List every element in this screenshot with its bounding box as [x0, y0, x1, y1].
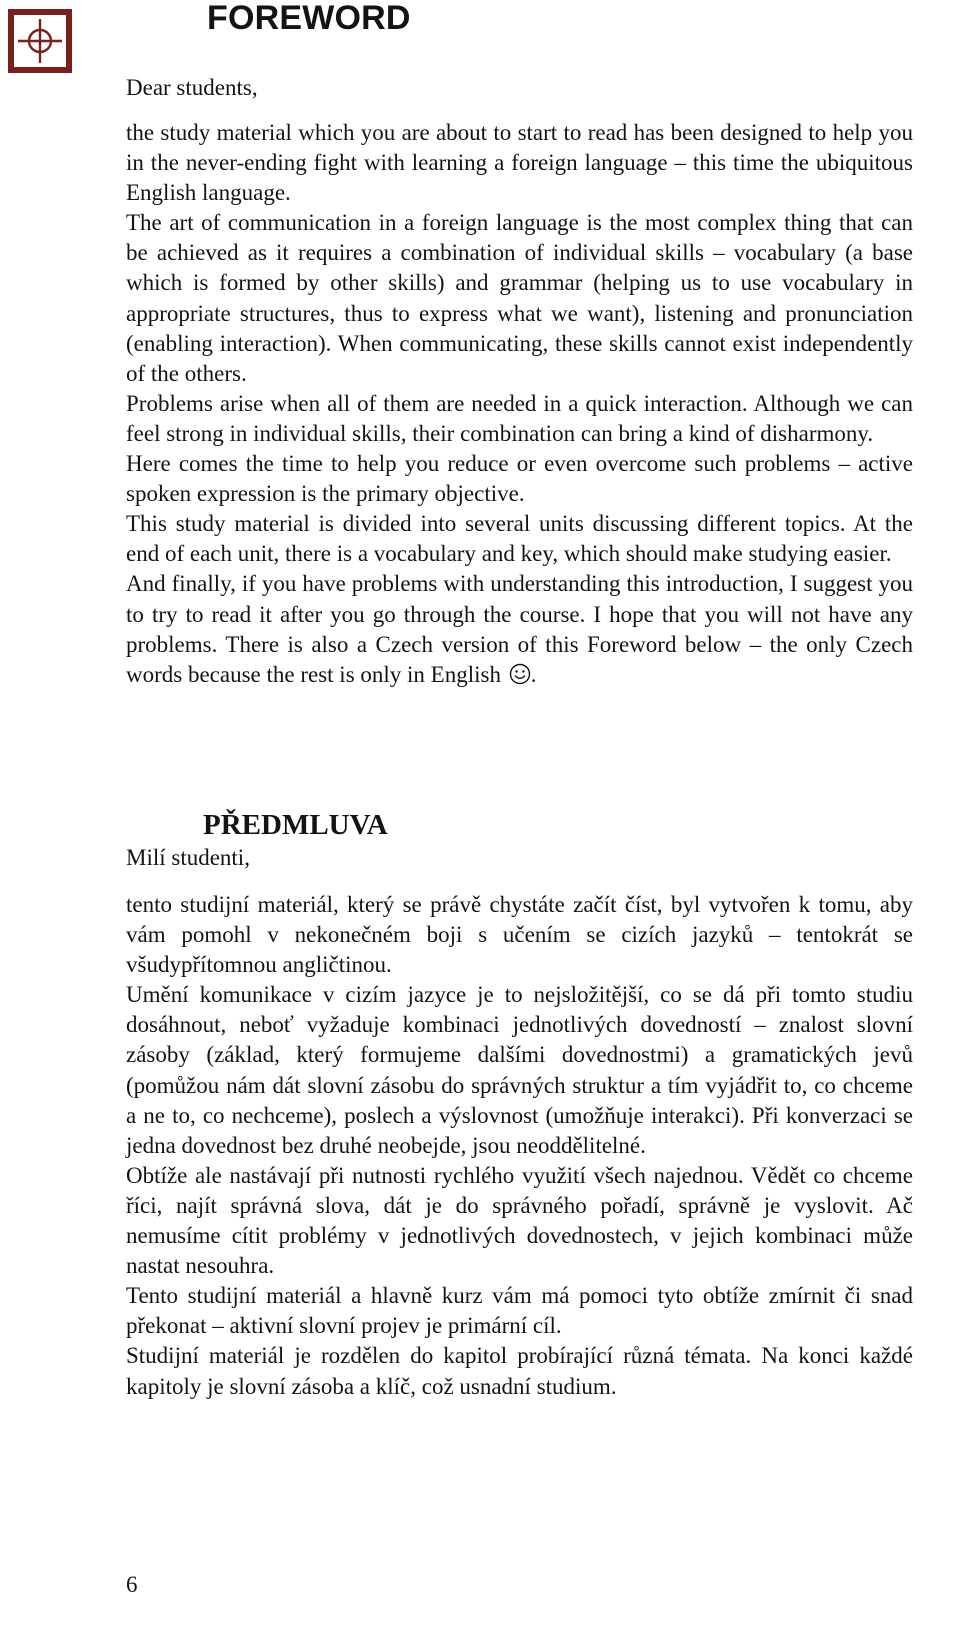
foreword-paragraph-1: the study material which you are about to start to read has been designed to help you in the never-ending fight with learning a foreign language – this time the ubiquitous English language. — [126, 120, 913, 206]
foreword-paragraph-2: The art of communication in a foreign language is the most complex thing that can be achieved as it requires a combination of individual skills – vocabulary (a base which is formed by other skills) and grammar (helping us to use vocabulary in appropriate structures, thus to express what we want), listening and pronunciation (enabling interaction). When communicating, these skills cannot exist independently of the others. — [126, 210, 913, 386]
predmluva-paragraph-2: Umění komunikace v cizím jazyce je to nejsložitější, co se dá při tomto studiu dosáhnout, neboť vyžaduje kombinaci jednotlivých dovedností – znalost slovní zásoby (základ, který formujeme dalšími dovednostmi) a gramatických jevů (pomůžou nám dát slovní zásobu do správných struktur a tím vyjádřit to, co chceme a ne to, co nechceme), poslech a výslovnost (umožňuje interakci). Při konverzaci se jedna dovednost bez druhé neobejde, jsou neoddělitelné. — [126, 982, 913, 1158]
foreword-title: FOREWORD — [207, 0, 411, 37]
foreword-greeting: Dear students, — [126, 75, 258, 100]
predmluva-paragraph-4: Tento studijní materiál a hlavně kurz vám má pomoci tyto obtíže zmírnit či snad překonat – aktivní slovní projev je primární cíl. — [126, 1283, 913, 1339]
foreword-paragraph-3: Problems arise when all of them are needed in a quick interaction. Although we can feel strong in individual skills, their combination can bring a kind of disharmony. — [126, 390, 913, 446]
foreword-paragraph-4: Here comes the time to help you reduce or even overcome such problems – active spoken expression is the primary objective. — [126, 451, 913, 507]
predmluva-title: PŘEDMLUVA — [203, 809, 388, 841]
predmluva-body — [126, 890, 913, 1402]
crosshair-logo-graphic — [14, 15, 66, 67]
crosshair-logo-icon — [8, 9, 72, 73]
predmluva-paragraph-1: tento studijní materiál, který se právě chystáte začít číst, byl vytvořen k tomu, aby vám pomohl v nekonečném boji s učením se cizích jazyků – tentokrát se všudypřítomnou angličtinou. — [126, 892, 913, 978]
foreword-paragraph-6 — [126, 569, 913, 692]
page-number: 6 — [126, 1572, 138, 1597]
foreword-closing-mark: . — [530, 661, 537, 687]
predmluva-paragraph-3: Obtíže ale nastávají při nutnosti rychlého využití všech najednou. Vědět co chceme říci, najít správná slova, dát je do správného pořadí, správně je vyslovit. Ač nemusíme cítit problémy v jednotlivých dovednostech, v jejich kombinaci může nastat nesouhra. — [126, 1162, 913, 1279]
foreword-paragraph-6-text: And finally, if you have problems with understanding this introduction, I suggest you to try to read it after you go through the course. I hope that you will not have any problems. There is also a Czech version of this Foreword below – the only Czech words because the rest is only in English — [126, 571, 913, 687]
predmluva-greeting: Milí studenti, — [126, 845, 250, 870]
foreword-paragraph-5: This study material is divided into several units discussing different topics. At the end of each unit, there is a vocabulary and key, which should make studying easier. — [126, 511, 913, 567]
predmluva-paragraph-5: Studijní materiál je rozdělen do kapitol probírající různá témata. Na konci každé kapitoly je slovní zásoba a klíč, což usnadní studium. — [126, 1343, 913, 1399]
foreword-body — [126, 118, 913, 693]
smiley-face-icon — [509, 663, 531, 693]
